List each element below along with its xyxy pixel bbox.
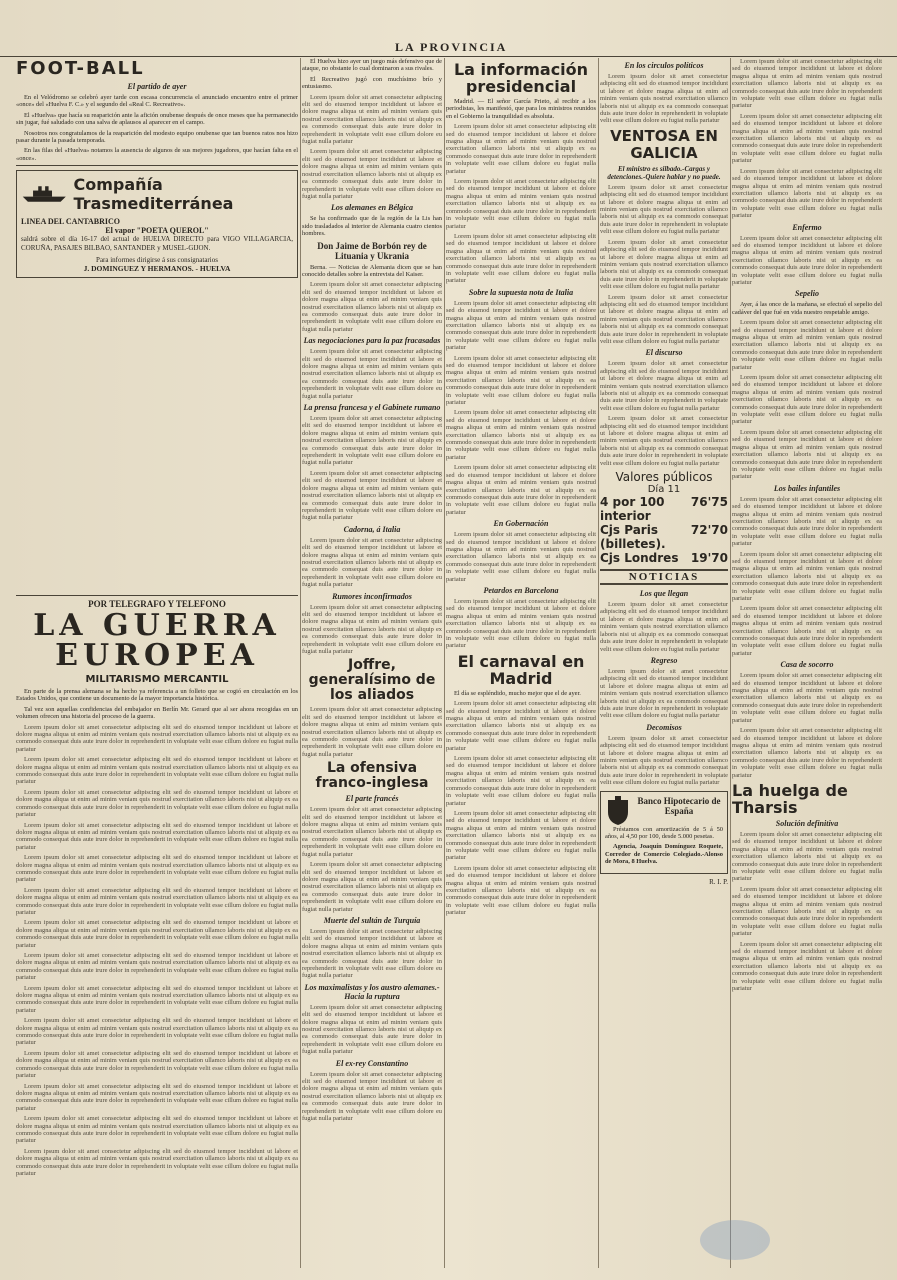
heading-carnival: El carnaval en Madrid [457,651,585,688]
article-paragraph: Lorem ipsum dolor sit amet consectetur adipiscing elit sed do eiusmod tempor incididunt ut labore et dolore magna aliqua ut enim ad minim veniam quis nostrud exercitation ullamco laboris nisi ut aliquip ex ea commodo consequat duis aute irure dolor in reprehenderit in voluptate velit esse cillum dolore eu fugiat nulla pariatur [302,536,442,589]
article-paragraph: Lorem ipsum dolor sit amet consectetur adipiscing elit sed do eiusmod tempor incididunt ut labore et dolore magna aliqua ut enim ad minim veniam quis nostrud exercitation ullamco laboris nisi ut aliquip ex ea commodo consequat duis aute irure dolor in reprehenderit in voluptate velit esse cillum dolore eu fugiat nulla pariatur [732,885,882,938]
article-paragraph: Lorem ipsum dolor sit amet consectetur adipiscing elit sed do eiusmod tempor incididunt ut labore et dolore magna aliqua ut enim ad minim veniam quis nostrud exercitation ullamco laboris nisi ut aliquip ex ea commodo consequat duis aute irure dolor in reprehenderit in voluptate velit esse cillum dolore eu fugiat nulla pariatur [302,1003,442,1056]
bank-name: Banco Hipotecario de España [637,795,721,816]
bank-text: Préstamos con amortización de 5 á 50 años, al 4,50 por 100, desde 5.000 pesetas. [605,825,723,840]
heading-presidential-info: La información presidencial [453,60,589,96]
ship-icon [21,183,68,205]
values-row: 4 por 100 interior 76'75 [600,495,728,524]
article-paragraph: Lorem ipsum dolor sit amet consectetur adipiscing elit sed do eiusmod tempor incididunt ut labore et dolore magna aliqua ut enim ad minim veniam quis nostrud exercitation ullamco laboris nisi ut aliquip ex ea commodo consequat duis aute irure dolor in reprehenderit in voluptate velit esse cillum dolore eu fugiat nulla pariatur [732,495,882,548]
article-paragraph: Lorem ipsum dolor sit amet consectetur adipiscing elit sed do eiusmod tempor incididunt ut labore et dolore magna aliqua ut enim ad minim veniam quis nostrud exercitation ullamco laboris nisi ut aliquip ex ea commodo consequat duis aute irure dolor in reprehenderit in voluptate velit esse cillum dolore eu fugiat nulla pariatur [302,603,442,655]
heading-maximalists: Los maximalistas y los austro alemanes.-Hacia la ruptura [304,982,440,1001]
heading-ventosa: VENTOSA EN GALICIA [610,126,718,162]
football-paragraph: En las filas del «Huelva» notamos la ausencia de algunos de sus mejores jugadores, que hacían falta en el «once». [16,147,298,162]
heading-italy-note: Sobre la supuesta nota de Italia [468,287,574,297]
heading-petards: Petardos en Barcelona [483,585,559,595]
values-day: Día 11 [647,484,681,496]
heading-offensive: La ofensiva franco-inglesa [315,760,429,792]
war-paragraph: Lorem ipsum dolor sit amet consectetur adipiscing elit sed do eiusmod tempor incididunt ut labore et dolore magna aliqua ut enim ad minim veniam quis nostrud exercitation ullamco laboris nisi ut aliquip ex ea commodo consequat duis aute irure dolor in reprehenderit in voluptate velit esse cillum dolore eu fugiat nulla pariatur [16,821,298,851]
article-paragraph: Lorem ipsum dolor sit amet consectetur adipiscing elit sed do eiusmod tempor incididunt ut labore et dolore magna aliqua ut enim ad minim veniam quis nostrud exercitation ullamco laboris nisi ut aliquip ex ea commodo consequat duis aute irure dolor in reprehenderit in voluptate velit esse cillum dolore eu fugiat nulla pariatur [302,1070,442,1123]
article-paragraph: Lorem ipsum dolor sit amet consectetur adipiscing elit sed do eiusmod tempor incididunt ut labore et dolore magna aliqua ut enim ad minim veniam quis nostrud exercitation ullamco laboris nisi ut aliquip ex ea commodo consequat duis aute irure dolor in reprehenderit in voluptate velit esse cillum dolore eu fugiat nulla pariatur [446,464,596,516]
newspaper-title: LA PROVINCIA [395,40,508,54]
column-4 [600,58,728,1268]
war-paragraph: Lorem ipsum dolor sit amet consectetur adipiscing elit sed do eiusmod tempor incididunt ut labore et dolore magna aliqua ut enim ad minim veniam quis nostrud exercitation ullamco laboris nisi ut aliquip ex ea commodo consequat duis aute irure dolor in reprehenderit in voluptate velit esse cillum dolore eu fugiat nulla pariatur [16,984,298,1014]
column-3 [446,58,596,1268]
article-paragraph: Lorem ipsum dolor sit amet consectetur adipiscing elit sed do eiusmod tempor incididunt ut labore et dolore magna aliqua ut enim ad minim veniam quis nostrud exercitation ullamco laboris nisi ut aliquip ex ea commodo consequat duis aute irure dolor in reprehenderit in voluptate velit esse cillum dolore eu fugiat nulla pariatur [446,123,596,175]
war-paragraph: Lorem ipsum dolor sit amet consectetur adipiscing elit sed do eiusmod tempor incididunt ut labore et dolore magna aliqua ut enim ad minim veniam quis nostrud exercitation ullamco laboris nisi ut aliquip ex ea commodo consequat duis aute irure dolor in reprehenderit in voluptate velit esse cillum dolore eu fugiat nulla pariatur [16,854,298,884]
steamer-name: El vapor "POETA QUEROL" [105,226,209,236]
heading-don-jaime: Don Jaime de Borbón rey de Lituania y Ukrania [317,240,427,261]
article-paragraph: Lorem ipsum dolor sit amet consectetur adipiscing elit sed do eiusmod tempor incididunt ut labore et dolore magna aliqua ut enim ad minim veniam quis nostrud exercitation ullamco laboris nisi ut aliquip ex ea commodo consequat duis aute irure dolor in reprehenderit in voluptate velit esse cillum dolore eu fugiat nulla pariatur [732,550,882,602]
values-title: Valores públicos [615,470,713,485]
ship-route: saldrá sobre el día 16-17 del actual de HUELVA DIRECTO para VIGO VILLAGARCIA, CORUÑA, PASAJES BILBAO, SANTANDER y MUSEL-GIJON. [21,235,293,253]
article-paragraph: Lorem ipsum dolor sit amet consectetur adipiscing elit sed do eiusmod tempor incididunt ut labore et dolore magna aliqua ut enim ad minim veniam quis nostrud exercitation ullamco laboris nisi ut aliquip ex ea commodo consequat duis aute irure dolor in reprehenderit in voluptate velit esse cillum dolore eu fugiat nulla pariatur [732,58,882,110]
article-paragraph: El Huelva hizo ayer un juego más defensivo que de ataque, no obstante lo cual dominaron a sus rivales. [302,58,442,73]
article-paragraph: Lorem ipsum dolor sit amet consectetur adipiscing elit sed do eiusmod tempor incididunt ut labore et dolore magna aliqua ut enim ad minim veniam quis nostrud exercitation ullamco laboris nisi ut aliquip ex ea commodo consequat duis aute irure dolor in reprehenderit in voluptate velit esse cillum dolore eu fugiat nulla pariatur [732,112,882,165]
war-headline-1: LA GUERRA [33,608,281,643]
article-paragraph: Se ha confirmado que de la región de la Lis han sido trasladados al interior de Alemania cuatro cientos hombres. [302,215,442,238]
article-paragraph: Lorem ipsum dolor sit amet consectetur adipiscing elit sed do eiusmod tempor incididunt ut labore et dolore magna aliqua ut enim ad minim veniam quis nostrud exercitation ullamco laboris nisi ut aliquip ex ea commodo consequat duis aute irure dolor in reprehenderit in voluptate velit esse cillum dolore eu fugiat nulla pariatur [446,354,596,407]
coat-of-arms-icon [605,796,631,826]
article-paragraph: Lorem ipsum dolor sit amet consectetur adipiscing elit sed do eiusmod tempor incididunt ut labore et dolore magna aliqua ut enim ad minim veniam quis nostrud exercitation ullamco laboris nisi ut aliquip ex ea commodo consequat duis aute irure dolor in reprehenderit in voluptate velit esse cillum dolore eu fugiat nulla pariatur [600,734,728,787]
public-values-box [600,470,728,565]
article-paragraph: Lorem ipsum dolor sit amet consectetur adipiscing elit sed do eiusmod tempor incididunt ut labore et dolore magna aliqua ut enim ad minim veniam quis nostrud exercitation ullamco laboris nisi ut aliquip ex ea commodo consequat duis aute irure dolor in reprehenderit in voluptate velit esse cillum dolore eu fugiat nulla pariatur [600,293,728,345]
article-paragraph: El Recreativo jugó con muchísimo brío y entusiasmo. [302,75,442,91]
heading-burial: Sepelio [795,289,819,299]
article-paragraph: Lorem ipsum dolor sit amet consectetur adipiscing elit sed do eiusmod tempor incididunt ut labore et dolore magna aliqua ut enim ad minim veniam quis nostrud exercitation ullamco laboris nisi ut aliquip ex ea commodo consequat duis aute irure dolor in reprehenderit in voluptate velit esse cillum dolore eu fugiat nulla pariatur [732,605,882,657]
heading-political-circles: En los circulos políticos [624,61,704,70]
article-paragraph: Lorem ipsum dolor sit amet consectetur adipiscing elit sed do eiusmod tempor incididunt ut labore et dolore magna aliqua ut enim ad minim veniam quis nostrud exercitation ullamco laboris nisi ut aliquip ex ea commodo consequat duis aute irure dolor in reprehenderit in voluptate velit esse cillum dolore eu fugiat nulla pariatur [732,319,882,371]
article-paragraph: Lorem ipsum dolor sit amet consectetur adipiscing elit sed do eiusmod tempor incididunt ut labore et dolore magna aliqua ut enim ad minim veniam quis nostrud exercitation ullamco laboris nisi ut aliquip ex ea commodo consequat duis aute irure dolor in reprehenderit in voluptate velit esse cillum dolore eu fugiat nulla pariatur [446,700,596,752]
article-paragraph: Lorem ipsum dolor sit amet consectetur adipiscing elit sed do eiusmod tempor incididunt ut labore et dolore magna aliqua ut enim ad minim veniam quis nostrud exercitation ullamco laboris nisi ut aliquip ex ea commodo consequat duis aute irure dolor in reprehenderit in voluptate velit esse cillum dolore eu fugiat nulla pariatur [600,73,728,125]
company-name: Compañía Trasmediterránea [73,175,234,214]
war-paragraph: Lorem ipsum dolor sit amet consectetur adipiscing elit sed do eiusmod tempor incididunt ut labore et dolore magna aliqua ut enim ad minim veniam quis nostrud exercitation ullamco laboris nisi ut aliquip ex ea commodo consequat duis aute irure dolor in reprehenderit in voluptate velit esse cillum dolore eu fugiat nulla pariatur [16,1082,298,1112]
column-1 [16,58,298,618]
article-paragraph: Lorem ipsum dolor sit amet consectetur adipiscing elit sed do eiusmod tempor incididunt ut labore et dolore magna aliqua ut enim ad minim veniam quis nostrud exercitation ullamco laboris nisi ut aliquip ex ea commodo consequat duis aute irure dolor in reprehenderit in voluptate velit esse cillum dolore eu fugiat nulla pariatur [446,864,596,917]
heading-sultan: Muerte del sultán de Turquía [323,915,421,925]
war-paragraph: Lorem ipsum dolor sit amet consectetur adipiscing elit sed do eiusmod tempor incididunt ut labore et dolore magna aliqua ut enim ad minim veniam quis nostrud exercitation ullamco laboris nisi ut aliquip ex ea commodo consequat duis aute irure dolor in reprehenderit in voluptate velit esse cillum dolore eu fugiat nulla pariatur [16,1049,298,1080]
article-paragraph: Lorem ipsum dolor sit amet consectetur adipiscing elit sed do eiusmod tempor incididunt ut labore et dolore magna aliqua ut enim ad minim veniam quis nostrud exercitation ullamco laboris nisi ut aliquip ex ea commodo consequat duis aute irure dolor in reprehenderit in voluptate velit esse cillum dolore eu fugiat nulla pariatur [732,374,882,426]
heading-peace-negotiations: Las negociaciones para la paz fracasadas [303,336,441,346]
heading-first-aid: Casa de socorro [780,660,834,670]
war-paragraph: Lorem ipsum dolor sit amet consectetur adipiscing elit sed do eiusmod tempor incididunt ut labore et dolore magna aliqua ut enim ad minim veniam quis nostrud exercitation ullamco laboris nisi ut aliquip ex ea commodo consequat duis aute irure dolor in reprehenderit in voluptate velit esse cillum dolore eu fugiat nulla pariatur [16,1017,298,1047]
article-paragraph: Lorem ipsum dolor sit amet consectetur adipiscing elit sed do eiusmod tempor incididunt ut labore et dolore magna aliqua ut enim ad minim veniam quis nostrud exercitation ullamco laboris nisi ut aliquip ex ea commodo consequat duis aute irure dolor in reprehenderit in voluptate velit esse cillum dolore eu fugiat nulla pariatur [302,148,442,200]
article-paragraph: Lorem ipsum dolor sit amet consectetur adipiscing elit sed do eiusmod tempor incididunt ut labore et dolore magna aliqua ut enim ad minim veniam quis nostrud exercitation ullamco laboris nisi ut aliquip ex ea commodo consequat duis aute irure dolor in reprehenderit in voluptate velit esse cillum dolore eu fugiat nulla pariatur [302,281,442,333]
war-paragraph: Lorem ipsum dolor sit amet consectetur adipiscing elit sed do eiusmod tempor incididunt ut labore et dolore magna aliqua ut enim ad minim veniam quis nostrud exercitation ullamco laboris nisi ut aliquip ex ea commodo consequat duis aute irure dolor in reprehenderit in voluptate velit esse cillum dolore eu fugiat nulla pariatur [16,756,298,786]
war-headline-2: EUROPEA [55,638,259,673]
football-paragraph: El «Huelva» que hacía su reaparición ante la afición onubense después de once meses que ha permanecido sin jugar, fué saludado con una salva de aplausos al aparecer en el campo. [16,111,298,127]
war-paragraph: Lorem ipsum dolor sit amet consectetur adipiscing elit sed do eiusmod tempor incididunt ut labore et dolore magna aliqua ut enim ad minim veniam quis nostrud exercitation ullamco laboris nisi ut aliquip ex ea commodo consequat duis aute irure dolor in reprehenderit in voluptate velit esse cillum dolore eu fugiat nulla pariatur [16,723,298,753]
column-5 [732,58,882,1268]
article-paragraph: Lorem ipsum dolor sit amet consectetur adipiscing elit sed do eiusmod tempor incididunt ut labore et dolore magna aliqua ut enim ad minim veniam quis nostrud exercitation ullamco laboris nisi ut aliquip ex ea commodo consequat duis aute irure dolor in reprehenderit in voluptate velit esse cillum dolore eu fugiat nulla pariatur [446,409,596,461]
football-subheading: El partido de ayer [127,82,187,91]
article-paragraph: Lorem ipsum dolor sit amet consectetur adipiscing elit sed do eiusmod tempor incididunt ut labore et dolore magna aliqua ut enim ad minim veniam quis nostrud exercitation ullamco laboris nisi ut aliquip ex ea commodo consequat duis aute irure dolor in reprehenderit in voluptate velit esse cillum dolore eu fugiat nulla pariatur [732,940,882,993]
article-paragraph: Lorem ipsum dolor sit amet consectetur adipiscing elit sed do eiusmod tempor incididunt ut labore et dolore magna aliqua ut enim ad minim veniam quis nostrud exercitation ullamco laboris nisi ut aliquip ex ea commodo consequat duis aute irure dolor in reprehenderit in voluptate velit esse cillum dolore eu fugiat nulla pariatur [600,183,728,236]
article-paragraph: Lorem ipsum dolor sit amet consectetur adipiscing elit sed do eiusmod tempor incididunt ut labore et dolore magna aliqua ut enim ad minim veniam quis nostrud exercitation ullamco laboris nisi ut aliquip ex ea commodo consequat duis aute irure dolor in reprehenderit in voluptate velit esse cillum dolore eu fugiat nulla pariatur [302,861,442,913]
article-paragraph: Lorem ipsum dolor sit amet consectetur adipiscing elit sed do eiusmod tempor incididunt ut labore et dolore magna aliqua ut enim ad minim veniam quis nostrud exercitation ullamco laboris nisi ut aliquip ex ea commodo consequat duis aute irure dolor in reprehenderit in voluptate velit esse cillum dolore eu fugiat nulla pariatur [446,178,596,230]
heading-ex-king: El ex-rey Constantino [335,1058,409,1068]
values-row: Cjs Londres 19'70 [600,551,728,566]
article-paragraph: Ayer, á las once de la mañana, se efectuó el sepelio del cadáver del que fué en vida nuestro respetable amigo. [732,301,882,316]
masthead [0,40,897,57]
article-paragraph: Lorem ipsum dolor sit amet consectetur adipiscing elit sed do eiusmod tempor incididunt ut labore et dolore magna aliqua ut enim ad minim veniam quis nostrud exercitation ullamco laboris nisi ut aliquip ex ea commodo consequat duis aute irure dolor in reprehenderit in voluptate velit esse cillum dolore eu fugiat nulla pariatur [446,232,596,285]
article-paragraph: Lorem ipsum dolor sit amet consectetur adipiscing elit sed do eiusmod tempor incididunt ut labore et dolore magna aliqua ut enim ad minim veniam quis nostrud exercitation ullamco laboris nisi ut aliquip ex ea commodo consequat duis aute irure dolor in reprehenderit in voluptate velit esse cillum dolore eu fugiat nulla pariatur [302,415,442,467]
war-section [16,592,298,1180]
heading-french-report: El parte francés [345,794,399,804]
consignees-label: Para informes dirigirse á sus consignatarios [96,256,218,265]
heading-return: Regreso [650,655,678,665]
article-paragraph: Lorem ipsum dolor sit amet consectetur adipiscing elit sed do eiusmod tempor incididunt ut labore et dolore magna aliqua ut enim ad minim veniam quis nostrud exercitation ullamco laboris nisi ut aliquip ex ea commodo consequat duis aute irure dolor in reprehenderit in voluptate velit esse cillum dolore eu fugiat nulla pariatur [600,601,728,653]
war-paragraph: Lorem ipsum dolor sit amet consectetur adipiscing elit sed do eiusmod tempor incididunt ut labore et dolore magna aliqua ut enim ad minim veniam quis nostrud exercitation ullamco laboris nisi ut aliquip ex ea commodo consequat duis aute irure dolor in reprehenderit in voluptate velit esse cillum dolore eu fugiat nulla pariatur [16,952,298,982]
article-paragraph: El día se espléndido, mucho mejor que el de ayer. [454,689,581,697]
article-paragraph: Lorem ipsum dolor sit amet consectetur adipiscing elit sed do eiusmod tempor incididunt ut labore et dolore magna aliqua ut enim ad minim veniam quis nostrud exercitation ullamco laboris nisi ut aliquip ex ea commodo consequat duis aute irure dolor in reprehenderit in voluptate velit esse cillum dolore eu fugiat nulla pariatur [732,830,882,883]
article-paragraph: Lorem ipsum dolor sit amet consectetur adipiscing elit sed do eiusmod tempor incididunt ut labore et dolore magna aliqua ut enim ad minim veniam quis nostrud exercitation ullamco laboris nisi ut aliquip ex ea commodo consequat duis aute irure dolor in reprehenderit in voluptate velit esse cillum dolore eu fugiat nulla pariatur [732,167,882,220]
article-paragraph: Madrid. — El señor García Prieto, al recibir a los periodistas, les manifestó, que para los ministros reunidos en el Gobierno la tranquilidad es absoluta. [446,98,596,120]
article-paragraph: Lorem ipsum dolor sit amet consectetur adipiscing elit sed do eiusmod tempor incididunt ut labore et dolore magna aliqua ut enim ad minim veniam quis nostrud exercitation ullamco laboris nisi ut aliquip ex ea commodo consequat duis aute irure dolor in reprehenderit in voluptate velit esse cillum dolore eu fugiat nulla pariatur [732,428,882,481]
article-paragraph: Lorem ipsum dolor sit amet consectetur adipiscing elit sed do eiusmod tempor incididunt ut labore et dolore magna aliqua ut enim ad minim veniam quis nostrud exercitation ullamco laboris nisi ut aliquip ex ea commodo consequat duis aute irure dolor in reprehenderit in voluptate velit esse cillum dolore eu fugiat nulla pariatur [302,93,442,146]
heading-cadorna: Cadorna, á Italia [343,524,401,534]
article-paragraph: Lorem ipsum dolor sit amet consectetur adipiscing elit sed do eiusmod tempor incididunt ut labore et dolore magna aliqua ut enim ad minim veniam quis nostrud exercitation ullamco laboris nisi ut aliquip ex ea commodo consequat duis aute irure dolor in reprehenderit in voluptate velit esse cillum dolore eu fugiat nulla pariatur [600,238,728,291]
heading-children-dances: Los bailes infantiles [773,483,841,493]
war-paragraph: Lorem ipsum dolor sit amet consectetur adipiscing elit sed do eiusmod tempor incididunt ut labore et dolore magna aliqua ut enim ad minim veniam quis nostrud exercitation ullamco laboris nisi ut aliquip ex ea commodo consequat duis aute irure dolor in reprehenderit in voluptate velit esse cillum dolore eu fugiat nulla pariatur [16,1115,298,1145]
library-stamp [700,1220,770,1260]
football-paragraph: Nosotros nos congratulamos de la reaparición del modesto equipo onubense que tan buenos ratos nos hizo pasar durante la pasada temporada. [16,129,298,145]
football-paragraph: En el Velódromo se celebró ayer tarde con escasa concurrencia el anunciado encuentro entre el primer «once» del «Huelva F. C.» y el segundo del «Real C. Recreativo». [16,94,298,109]
rip-notice: R. I. P. [709,877,728,886]
heading-speech: El discurso [645,348,683,358]
war-subheading: MILITARISMO MERCANTIL [85,674,229,685]
values-row: Cjs Paris (billetes). 72'70 [600,523,728,552]
heading-tharsis-strike: La huelga de Tharsis [732,780,848,817]
heading-gobernacion: En Gobernación [493,519,549,529]
news-heading: NOTICIAS [600,569,728,585]
article-paragraph: Lorem ipsum dolor sit amet consectetur adipiscing elit sed do eiusmod tempor incididunt ut labore et dolore magna aliqua ut enim ad minim veniam quis nostrud exercitation ullamco laboris nisi ut aliquip ex ea commodo consequat duis aute irure dolor in reprehenderit in voluptate velit esse cillum dolore eu fugiat nulla pariatur [600,667,728,720]
subheading-ventosa: El ministro es silbado.-Cargas y detenciones.-Quiere hablar y no puede. [607,164,721,181]
article-paragraph: Lorem ipsum dolor sit amet consectetur adipiscing elit sed do eiusmod tempor incididunt ut labore et dolore magna aliqua ut enim ad minim veniam quis nostrud exercitation ullamco laboris nisi ut aliquip ex ea commodo consequat duis aute irure dolor in reprehenderit in voluptate velit esse cillum dolore eu fugiat nulla pariatur [600,415,728,467]
article-paragraph: Lorem ipsum dolor sit amet consectetur adipiscing elit sed do eiusmod tempor incididunt ut labore et dolore magna aliqua ut enim ad minim veniam quis nostrud exercitation ullamco laboris nisi ut aliquip ex ea commodo consequat duis aute irure dolor in reprehenderit in voluptate velit esse cillum dolore eu fugiat nulla pariatur [732,672,882,724]
war-paragraph: Lorem ipsum dolor sit amet consectetur adipiscing elit sed do eiusmod tempor incididunt ut labore et dolore magna aliqua ut enim ad minim veniam quis nostrud exercitation ullamco laboris nisi ut aliquip ex ea commodo consequat duis aute irure dolor in reprehenderit in voluptate velit esse cillum dolore eu fugiat nulla pariatur [16,886,298,916]
column-2 [302,58,442,1268]
article-paragraph: Lorem ipsum dolor sit amet consectetur adipiscing elit sed do eiusmod tempor incididunt ut labore et dolore magna aliqua ut enim ad minim veniam quis nostrud exercitation ullamco laboris nisi ut aliquip ex ea commodo consequat duis aute irure dolor in reprehenderit in voluptate velit esse cillum dolore eu fugiat nulla pariatur [732,234,882,286]
article-paragraph: Lorem ipsum dolor sit amet consectetur adipiscing elit sed do eiusmod tempor incididunt ut labore et dolore magna aliqua ut enim ad minim veniam quis nostrud exercitation ullamco laboris nisi ut aliquip ex ea commodo consequat duis aute irure dolor in reprehenderit in voluptate velit esse cillum dolore eu fugiat nulla pariatur [302,927,442,980]
heading-sick: Enfermo [792,222,822,232]
football-heading: FOOT-BALL [16,58,145,79]
article-paragraph: Lorem ipsum dolor sit amet consectetur adipiscing elit sed do eiusmod tempor incididunt ut labore et dolore magna aliqua ut enim ad minim veniam quis nostrud exercitation ullamco laboris nisi ut aliquip ex ea commodo consequat duis aute irure dolor in reprehenderit in voluptate velit esse cillum dolore eu fugiat nulla pariatur [446,809,596,862]
article-paragraph: Lorem ipsum dolor sit amet consectetur adipiscing elit sed do eiusmod tempor incididunt ut labore et dolore magna aliqua ut enim ad minim veniam quis nostrud exercitation ullamco laboris nisi ut aliquip ex ea commodo consequat duis aute irure dolor in reprehenderit in voluptate velit esse cillum dolore eu fugiat nulla pariatur [446,531,596,583]
article-paragraph: Lorem ipsum dolor sit amet consectetur adipiscing elit sed do eiusmod tempor incididunt ut labore et dolore magna aliqua ut enim ad minim veniam quis nostrud exercitation ullamco laboris nisi ut aliquip ex ea commodo consequat duis aute irure dolor in reprehenderit in voluptate velit esse cillum dolore eu fugiat nulla pariatur [302,706,442,758]
war-paragraph: Tal vez son aquellas confidencias del embajador en Berlín Mr. Gerard que al ser ahora recogidas en un volumen ofrecen una historia del proceso de la guerra. [16,705,298,721]
war-kicker: POR TELEGRAFO Y TELEFONO [88,599,226,609]
article-paragraph: Lorem ipsum dolor sit amet consectetur adipiscing elit sed do eiusmod tempor incididunt ut labore et dolore magna aliqua ut enim ad minim veniam quis nostrud exercitation ullamco laboris nisi ut aliquip ex ea commodo consequat duis aute irure dolor in reprehenderit in voluptate velit esse cillum dolore eu fugiat nulla pariatur [302,806,442,858]
heading-joffre: Joffre, generalísimo de los aliados [308,657,436,704]
article-paragraph: Berna. — Noticias de Alemania dicen que se han conocido detalles sobre la entrevista del Kaiser. [302,263,442,278]
heading-seizures: Decomisos [646,722,682,732]
line-name: LINEA DEL CANTABRICO [21,217,120,227]
shipping-advertisement [16,170,298,278]
article-paragraph: Lorem ipsum dolor sit amet consectetur adipiscing elit sed do eiusmod tempor incididunt ut labore et dolore magna aliqua ut enim ad minim veniam quis nostrud exercitation ullamco laboris nisi ut aliquip ex ea commodo consequat duis aute irure dolor in reprehenderit in voluptate velit esse cillum dolore eu fugiat nulla pariatur [732,727,882,779]
heading-germans-belgium: Los alemanes en Bélgica [331,203,413,213]
heading-french-press: La prensa francesa y el Gabinete rumano [303,403,441,413]
bank-agent: Agencia, Joaquín Domínguez Roquete, Corredor de Comercio Colegiado.-Alonso de Mora, 8 Huelva. [605,843,723,866]
war-paragraph: Lorem ipsum dolor sit amet consectetur adipiscing elit sed do eiusmod tempor incididunt ut labore et dolore magna aliqua ut enim ad minim veniam quis nostrud exercitation ullamco laboris nisi ut aliquip ex ea commodo consequat duis aute irure dolor in reprehenderit in voluptate velit esse cillum dolore eu fugiat nulla pariatur [16,788,298,819]
war-paragraph: Lorem ipsum dolor sit amet consectetur adipiscing elit sed do eiusmod tempor incididunt ut labore et dolore magna aliqua ut enim ad minim veniam quis nostrud exercitation ullamco laboris nisi ut aliquip ex ea commodo consequat duis aute irure dolor in reprehenderit in voluptate velit esse cillum dolore eu fugiat nulla pariatur [16,1147,298,1177]
article-paragraph: Lorem ipsum dolor sit amet consectetur adipiscing elit sed do eiusmod tempor incididunt ut labore et dolore magna aliqua ut enim ad minim veniam quis nostrud exercitation ullamco laboris nisi ut aliquip ex ea commodo consequat duis aute irure dolor in reprehenderit in voluptate velit esse cillum dolore eu fugiat nulla pariatur [446,299,596,352]
article-paragraph: Lorem ipsum dolor sit amet consectetur adipiscing elit sed do eiusmod tempor incididunt ut labore et dolore magna aliqua ut enim ad minim veniam quis nostrud exercitation ullamco laboris nisi ut aliquip ex ea commodo consequat duis aute irure dolor in reprehenderit in voluptate velit esse cillum dolore eu fugiat nulla pariatur [600,360,728,412]
bank-advertisement [600,791,728,874]
article-paragraph: Lorem ipsum dolor sit amet consectetur adipiscing elit sed do eiusmod tempor incididunt ut labore et dolore magna aliqua ut enim ad minim veniam quis nostrud exercitation ullamco laboris nisi ut aliquip ex ea commodo consequat duis aute irure dolor in reprehenderit in voluptate velit esse cillum dolore eu fugiat nulla pariatur [446,597,596,650]
war-paragraph: Lorem ipsum dolor sit amet consectetur adipiscing elit sed do eiusmod tempor incididunt ut labore et dolore magna aliqua ut enim ad minim veniam quis nostrud exercitation ullamco laboris nisi ut aliquip ex ea commodo consequat duis aute irure dolor in reprehenderit in voluptate velit esse cillum dolore eu fugiat nulla pariatur [16,919,298,949]
war-paragraph: En parte de la prensa alemana se ha hecho ya referencia a un folleto que se cogió en circulación en los Estados Unidos, que contiene un documento de la mayor importancia histórica. [16,688,298,703]
heading-definitive-solution: Solución definitiva [775,818,839,828]
article-paragraph: Lorem ipsum dolor sit amet consectetur adipiscing elit sed do eiusmod tempor incididunt ut labore et dolore magna aliqua ut enim ad minim veniam quis nostrud exercitation ullamco laboris nisi ut aliquip ex ea commodo consequat duis aute irure dolor in reprehenderit in voluptate velit esse cillum dolore eu fugiat nulla pariatur [446,755,596,807]
heading-arrivals: Los que llegan [639,589,689,599]
consignees: J. DOMINGUEZ Y HERMANOS. - HUELVA [83,264,231,274]
heading-rumors: Rumores inconfirmados [332,591,412,601]
article-paragraph: Lorem ipsum dolor sit amet consectetur adipiscing elit sed do eiusmod tempor incididunt ut labore et dolore magna aliqua ut enim ad minim veniam quis nostrud exercitation ullamco laboris nisi ut aliquip ex ea commodo consequat duis aute irure dolor in reprehenderit in voluptate velit esse cillum dolore eu fugiat nulla pariatur [302,469,442,522]
article-paragraph: Lorem ipsum dolor sit amet consectetur adipiscing elit sed do eiusmod tempor incididunt ut labore et dolore magna aliqua ut enim ad minim veniam quis nostrud exercitation ullamco laboris nisi ut aliquip ex ea commodo consequat duis aute irure dolor in reprehenderit in voluptate velit esse cillum dolore eu fugiat nulla pariatur [302,348,442,400]
